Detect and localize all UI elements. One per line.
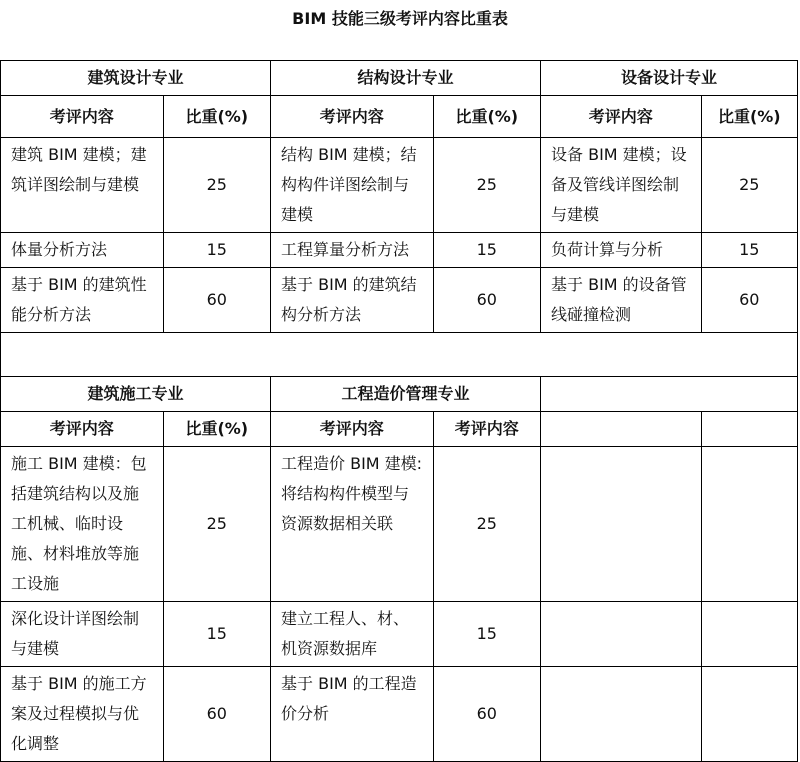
empty-cell [541,602,702,667]
header-ratio: 比重(%) [163,412,270,447]
section-cost-management: 工程造价管理专业 [271,377,541,412]
content-cell: 工程造价 BIM 建模:将结构构件模型与资源数据相关联 [271,447,434,602]
ratio-cell: 60 [163,268,270,333]
empty-cell [1,333,798,377]
ratio-cell: 15 [433,233,540,268]
ratio-cell: 60 [163,667,270,762]
empty-cell [701,667,797,762]
ratio-cell: 15 [701,233,797,268]
ratio-cell: 25 [163,138,270,233]
content-cell: 深化设计详图绘制与建模 [1,602,164,667]
empty-cell [541,412,702,447]
content-cell: 基于 BIM 的设备管线碰撞检测 [541,268,702,333]
content-cell: 基于 BIM 的工程造价分析 [271,667,434,762]
header-ratio: 比重(%) [163,96,270,138]
weight-table [0,60,798,762]
table-row [1,667,798,762]
header-content: 考评内容 [541,96,702,138]
empty-cell [701,412,797,447]
content-cell: 设备 BIM 建模；设备及管线详图绘制与建模 [541,138,702,233]
ratio-cell: 60 [433,268,540,333]
ratio-cell: 15 [433,602,540,667]
section-equipment: 设备设计专业 [541,61,798,96]
ratio-cell: 25 [433,447,540,602]
ratio-cell: 60 [433,667,540,762]
ratio-cell: 60 [701,268,797,333]
header-ratio: 比重(%) [433,96,540,138]
empty-cell [541,377,798,412]
empty-cell [541,447,702,602]
section-architecture: 建筑设计专业 [1,61,271,96]
table-row [1,268,798,333]
section-row-top [1,61,798,96]
content-cell: 基于 BIM 的施工方案及过程模拟与优化调整 [1,667,164,762]
empty-cell [701,602,797,667]
ratio-cell: 25 [433,138,540,233]
header-row-top [1,96,798,138]
table-row [1,447,798,602]
table-row [1,233,798,268]
content-cell: 基于 BIM 的建筑性能分析方法 [1,268,164,333]
spacer-row [1,333,798,377]
content-cell: 工程算量分析方法 [271,233,434,268]
document-title: BIM 技能三级考评内容比重表 [292,9,508,28]
section-row-bottom [1,377,798,412]
content-cell: 建筑 BIM 建模；建筑详图绘制与建模 [1,138,164,233]
table-row [1,138,798,233]
header-content: 考评内容 [271,412,434,447]
header-content: 考评内容 [1,96,164,138]
section-construction: 建筑施工专业 [1,377,271,412]
ratio-cell: 15 [163,602,270,667]
ratio-cell: 25 [701,138,797,233]
empty-cell [701,447,797,602]
content-cell: 结构 BIM 建模；结构构件详图绘制与建模 [271,138,434,233]
ratio-cell: 25 [163,447,270,602]
header-content: 考评内容 [271,96,434,138]
header-ratio: 考评内容 [433,412,540,447]
content-cell: 基于 BIM 的建筑结构分析方法 [271,268,434,333]
section-structure: 结构设计专业 [271,61,541,96]
header-content: 考评内容 [1,412,164,447]
content-cell: 体量分析方法 [1,233,164,268]
header-row-bottom [1,412,798,447]
ratio-cell: 15 [163,233,270,268]
table-row [1,602,798,667]
empty-cell [541,667,702,762]
content-cell: 施工 BIM 建模：包括建筑结构以及施工机械、临时设施、材料堆放等施工设施 [1,447,164,602]
content-cell: 建立工程人、材、机资源数据库 [271,602,434,667]
content-cell: 负荷计算与分析 [541,233,702,268]
header-ratio: 比重(%) [701,96,797,138]
